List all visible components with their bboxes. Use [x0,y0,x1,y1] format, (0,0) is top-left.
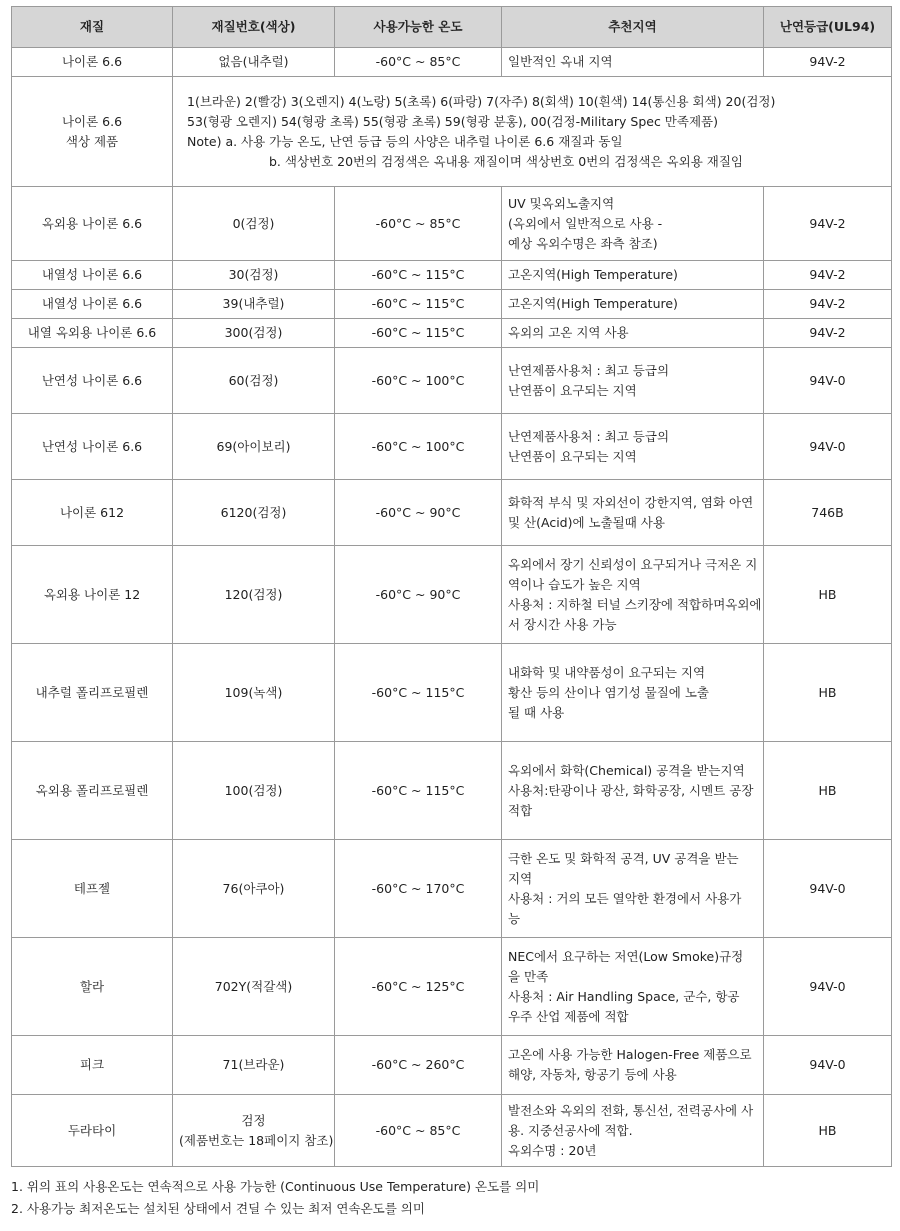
material-cell-line: 색상 제품 [65,133,119,149]
region-cell [502,290,764,319]
temperature-cell: -60°C ~ 100°C [335,414,502,480]
region-cell-line: 옥외수명 : 20년 [508,1142,597,1158]
material-code-cell-line: 60(검정) [228,372,279,388]
region-cell [502,840,764,938]
color-note-line: b. 색상번호 20번의 검정색은 옥내용 재질이며 색상번호 0번의 검정색은 옥외용 재질임 [269,153,743,169]
temperature-cell: -60°C ~ 85°C [335,187,502,261]
material-cell: 테프젤 [12,840,173,938]
region-cell-line: 사용처:탄광이나 광산, 화학공장, 시멘트 공장 [508,782,754,798]
flame-grade-cell: 94V-2 [764,319,892,348]
color-list-line: 53(형광 오렌지) 54(형광 초록) 55(형광 초록) 59(형광 분홍), 00(검정-Military Spec 만족제품) [187,113,718,129]
flame-grade-cell: 94V-0 [764,840,892,938]
region-cell-line: 난연품이 요구되는 지역 [508,448,637,464]
material-cell: 난연성 나이론 6.6 [12,348,173,414]
table-row [12,480,892,546]
region-cell-line: 능 [508,910,521,926]
header-recommended-region: 추천지역 [502,7,764,48]
material-code-cell [173,840,335,938]
region-cell [502,48,764,77]
table-row [12,1036,892,1095]
flame-grade-cell: 94V-2 [764,290,892,319]
material-cell: 내추럴 폴리프로필렌 [12,644,173,742]
table-row [12,187,892,261]
temperature-cell: -60°C ~ 85°C [335,48,502,77]
region-cell-line: 해양, 자동차, 항공기 등에 사용 [508,1067,677,1082]
temperature-cell: -60°C ~ 100°C [335,348,502,414]
region-cell-line: 난연제품사용처 : 최고 등급의 [508,428,670,444]
material-cell: 할라 [12,938,173,1036]
region-cell-line: 난연품이 요구되는 지역 [508,382,637,398]
footnotes [11,1176,891,1220]
temperature-cell: -60°C ~ 115°C [335,644,502,742]
region-cell [502,1036,764,1095]
material-code-cell [173,261,335,290]
material-cell: 옥외용 나이론 6.6 [12,187,173,261]
material-cell: 피크 [12,1036,173,1095]
flame-grade-cell: 94V-2 [764,48,892,77]
flame-grade-cell: 94V-0 [764,938,892,1036]
material-code-cell-line: 검정 [241,1112,266,1128]
region-cell [502,546,764,644]
header-flame-grade: 난연등급(UL94) [764,7,892,48]
material-code-cell [173,1036,335,1095]
region-cell-line: 을 만족 [508,968,549,984]
region-cell-line: 고온에 사용 가능한 Halogen-Free 제품으로 [508,1047,752,1062]
material-code-cell-line: 120(검정) [224,586,283,602]
region-cell-line: 서 장시간 사용 가능 [508,616,617,632]
region-cell [502,938,764,1036]
material-code-cell-line: 71(브라운) [222,1057,285,1072]
region-cell [502,261,764,290]
region-cell-line: 화학적 부식 및 자외선이 강한지역, 염화 아연 [508,494,754,510]
material-code-cell [173,414,335,480]
material-code-cell-line: 없음(내추럴) [218,54,289,69]
material-code-cell-line: 76(아쿠아) [222,880,285,896]
table-row [12,348,892,414]
table-row [12,1095,892,1167]
material-cell: 나이론 6.6 [12,48,173,77]
material-code-cell [173,1095,335,1167]
material-code-cell-line: (제품번호는 18페이지 참조) [179,1132,334,1148]
flame-grade-cell: 94V-0 [764,348,892,414]
region-cell-line: 고온지역(High Temperature) [508,267,678,282]
region-cell [502,742,764,840]
region-cell-line: 고온지역(High Temperature) [508,296,678,311]
table-row [12,546,892,644]
material-cell: 나이론 612 [12,480,173,546]
flame-grade-cell: HB [764,644,892,742]
footnote: 2. 사용가능 최저온도는 설치된 상태에서 견딜 수 있는 최저 연속온도를 의미 [11,1201,425,1216]
flame-grade-cell: 94V-0 [764,1036,892,1095]
table-row [12,938,892,1036]
region-cell-line: 사용처 : Air Handling Space, 군수, 항공 [508,988,740,1004]
region-cell-line: 옥외에서 화학(Chemical) 공격을 받는지역 [508,762,745,778]
region-cell-line: 예상 옥외수명은 좌측 참조) [508,235,658,251]
region-cell-line: (옥외에서 일반적으로 사용 - [508,215,663,231]
region-cell [502,480,764,546]
flame-grade-cell: 94V-0 [764,414,892,480]
material-code-cell-line: 702Y(적갈색) [214,978,293,994]
table-row [12,48,892,77]
header-material: 재질 [12,7,173,48]
temperature-cell: -60°C ~ 85°C [335,1095,502,1167]
material-cell: 내열 옥외용 나이론 6.6 [12,319,173,348]
material-cell: 두라타이 [12,1095,173,1167]
material-cell: 옥외용 나이론 12 [12,546,173,644]
material-code-cell-line: 300(검정) [224,325,283,340]
temperature-cell: -60°C ~ 115°C [335,290,502,319]
material-code-cell-line: 6120(검정) [220,504,287,520]
material-code-cell-line: 69(아이보리) [216,438,291,454]
material-code-cell-line: 109(녹색) [224,684,283,700]
material-code-cell-line: 100(검정) [224,782,283,798]
material-code-cell [173,319,335,348]
table-row [12,840,892,938]
flame-grade-cell: 746B [764,480,892,546]
material-code-cell-line: 30(검정) [228,267,279,282]
temperature-cell: -60°C ~ 115°C [335,742,502,840]
region-cell [502,319,764,348]
material-code-cell [173,348,335,414]
material-code-cell [173,187,335,261]
flame-grade-cell: 94V-2 [764,261,892,290]
material-code-cell-line: 0(검정) [232,215,275,231]
material-spec-table [11,6,892,1167]
table-row [12,319,892,348]
table-row [12,261,892,290]
region-cell-line: NEC에서 요구하는 저연(Low Smoke)규정 [508,948,744,964]
temperature-cell: -60°C ~ 90°C [335,546,502,644]
region-cell-line: 될 때 사용 [508,704,565,720]
material-cell [12,77,173,187]
region-cell-line: 용. 지중선공사에 적합. [508,1122,633,1138]
material-code-cell-line: 39(내추럴) [222,296,285,311]
temperature-cell: -60°C ~ 125°C [335,938,502,1036]
region-cell-line: 난연제품사용처 : 최고 등급의 [508,362,670,378]
material-code-cell [173,742,335,840]
color-products-row [12,77,892,187]
flame-grade-cell: 94V-2 [764,187,892,261]
temperature-cell: -60°C ~ 90°C [335,480,502,546]
material-code-cell [173,644,335,742]
material-code-cell [173,546,335,644]
region-cell-line: 일반적인 옥내 지역 [508,54,613,69]
region-cell-line: 황산 등의 산이나 염기성 물질에 노출 [508,684,709,700]
material-code-cell [173,480,335,546]
color-options-cell [173,77,892,187]
region-cell-line: 역이나 습도가 높은 지역 [508,576,641,592]
color-note-line: Note) a. 사용 가능 온도, 난연 등급 등의 사양은 내추럴 나이론 6.6 재질과 동일 [187,133,623,149]
color-list-line: 1(브라운) 2(빨강) 3(오렌지) 4(노랑) 5(초록) 6(파랑) 7(자주) 8(회색) 10(흰색) 14(통신용 회색) 20(검정) [187,93,776,109]
temperature-cell: -60°C ~ 115°C [335,261,502,290]
table-row [12,644,892,742]
region-cell-line: 우주 산업 제품에 적합 [508,1008,629,1024]
header-material-code: 재질번호(색상) [173,7,335,48]
material-code-cell [173,938,335,1036]
header-temperature: 사용가능한 온도 [335,7,502,48]
region-cell [502,187,764,261]
region-cell-line: 극한 온도 및 화학적 공격, UV 공격을 받는 [508,850,739,866]
flame-grade-cell: HB [764,546,892,644]
region-cell-line: 적합 [508,802,533,818]
material-cell: 난연성 나이론 6.6 [12,414,173,480]
table-body [12,48,892,1167]
region-cell-line: 사용처 : 지하철 터널 스키장에 적합하며옥외에 [508,596,762,612]
region-cell-line: 사용처 : 거의 모든 열악한 환경에서 사용가 [508,890,742,906]
material-cell: 내열성 나이론 6.6 [12,261,173,290]
temperature-cell: -60°C ~ 260°C [335,1036,502,1095]
region-cell [502,644,764,742]
table-row [12,742,892,840]
region-cell-line: 및 산(Acid)에 노출될때 사용 [508,514,665,530]
region-cell-line: 내화학 및 내약품성이 요구되는 지역 [508,664,706,680]
region-cell-line: 발전소와 옥외의 전화, 통신선, 전력공사에 사 [508,1102,754,1118]
region-cell [502,1095,764,1167]
footnote: 1. 위의 표의 사용온도는 연속적으로 사용 가능한 (Continuous Use Temperature) 온도를 의미 [11,1179,540,1194]
temperature-cell: -60°C ~ 115°C [335,319,502,348]
region-cell-line: 옥외에서 장기 신뢰성이 요구되거나 극저온 지 [508,556,758,572]
region-cell-line: 옥외의 고온 지역 사용 [508,325,629,340]
table-row [12,414,892,480]
temperature-cell: -60°C ~ 170°C [335,840,502,938]
material-cell: 내열성 나이론 6.6 [12,290,173,319]
region-cell [502,348,764,414]
region-cell [502,414,764,480]
material-code-cell [173,48,335,77]
table-header-row [12,7,892,48]
material-code-cell [173,290,335,319]
region-cell-line: 지역 [508,870,533,886]
material-cell-line: 나이론 6.6 [61,113,123,129]
region-cell-line: UV 및옥외노출지역 [508,195,615,211]
flame-grade-cell: HB [764,1095,892,1167]
table-row [12,290,892,319]
flame-grade-cell: HB [764,742,892,840]
material-cell: 옥외용 폴리프로필렌 [12,742,173,840]
